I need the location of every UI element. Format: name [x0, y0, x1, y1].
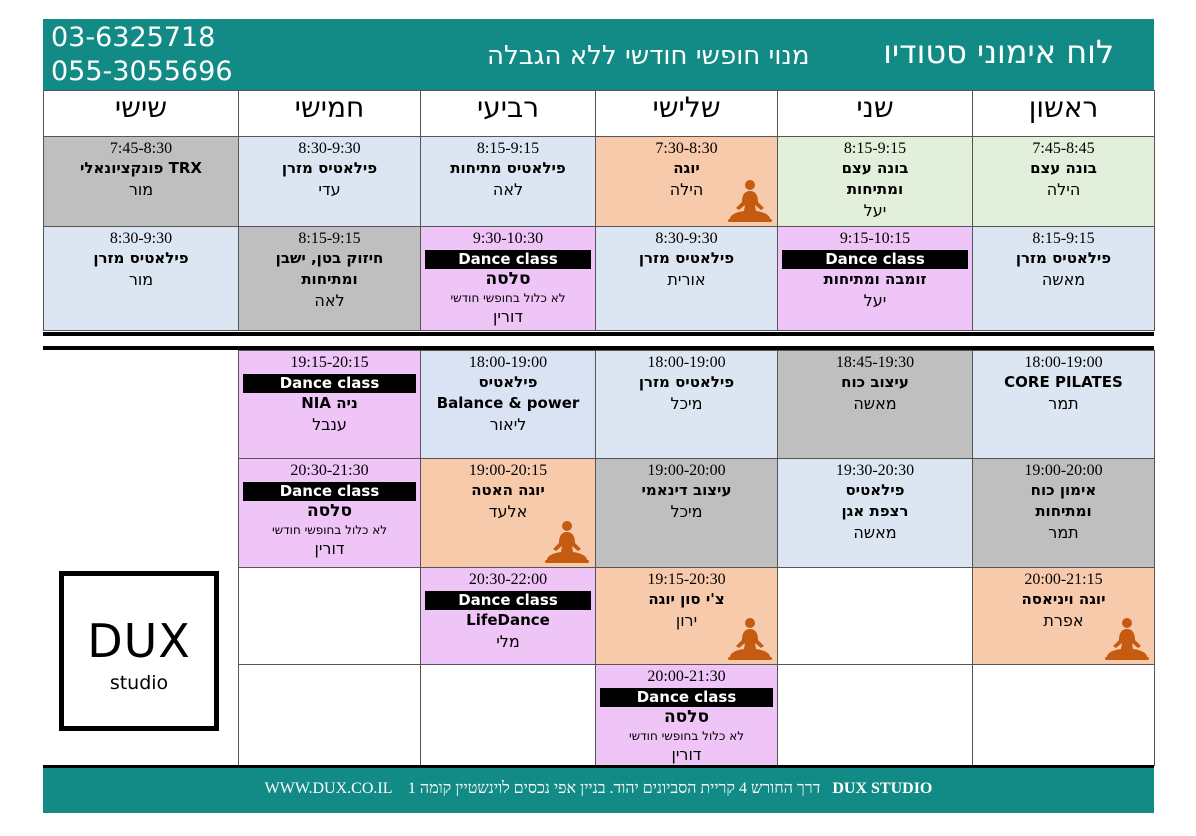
day-sunday: ראשון: [973, 91, 1155, 137]
dux-studio-logo: [59, 571, 219, 731]
class-time: 8:15-9:15: [298, 230, 361, 247]
class-name: סלסה: [663, 707, 710, 727]
class-instructor: תמר: [1048, 394, 1079, 413]
class-cell[interactable]: [778, 459, 973, 568]
dance-class-badge: Dance class: [425, 250, 591, 269]
class-time: 8:30-9:30: [109, 230, 173, 247]
class-name: צ'י סון יוגה: [648, 590, 725, 608]
class-instructor: תמר: [1048, 523, 1079, 542]
schedule-sheet: [43, 19, 1154, 813]
dance-class-badge: Dance class: [600, 688, 773, 707]
class-time: 18:45-19:30: [835, 354, 915, 371]
class-cell[interactable]: [778, 137, 973, 227]
class-instructor: עדי: [318, 180, 341, 199]
class-instructor: דורין: [492, 307, 524, 326]
class-instructor: ירון: [675, 611, 698, 630]
class-time: 19:00-20:15: [468, 462, 548, 479]
evening-row-4: [239, 665, 1155, 766]
dance-class-badge: Dance class: [243, 482, 416, 501]
empty-cell: [239, 568, 421, 665]
class-instructor: מאשה: [1041, 270, 1086, 289]
footer-bar: [43, 765, 1154, 813]
class-time: 19:15-20:15: [290, 354, 369, 371]
class-time: 8:15-9:15: [476, 140, 540, 157]
class-cell[interactable]: [973, 568, 1155, 665]
class-cell[interactable]: [239, 137, 421, 227]
class-subtitle: Balance & power: [436, 394, 580, 412]
class-name: יוגה האטה: [471, 481, 545, 499]
class-time: 7:45-8:45: [1032, 140, 1095, 157]
dance-class-badge: Dance class: [243, 374, 416, 393]
class-instructor: מיכל: [670, 394, 703, 413]
class-cell[interactable]: [421, 137, 596, 227]
class-cell[interactable]: [596, 227, 778, 331]
class-cell[interactable]: [596, 459, 778, 568]
yoga-icon: [726, 616, 774, 662]
class-instructor: לאה: [492, 180, 524, 199]
class-instructor: יעל: [863, 201, 887, 220]
class-time: 7:30-8:30: [655, 140, 718, 157]
class-name: בונה עצם ומתיחות: [841, 159, 909, 198]
phone-numbers: [51, 21, 233, 89]
class-note: לא כלול בחופשי חודשי: [450, 291, 566, 305]
class-note: לא כלול בחופשי חודשי: [271, 523, 388, 537]
class-name: יוגה: [673, 159, 700, 177]
class-cell[interactable]: [239, 459, 421, 568]
footer-brand: DUX STUDIO: [832, 780, 933, 797]
class-cell[interactable]: [239, 227, 421, 331]
footer-text: [43, 780, 1154, 798]
class-instructor: אורית: [667, 270, 706, 289]
class-name: עיצוב כוח: [841, 373, 909, 391]
class-time: 8:15-9:15: [1032, 230, 1095, 247]
class-time: 7:45-8:30: [109, 140, 173, 157]
evening-schedule: [238, 350, 1155, 766]
class-cell[interactable]: [973, 227, 1155, 331]
class-cell[interactable]: [421, 568, 596, 665]
class-time: 20:00-21:30: [647, 668, 726, 685]
footer-address: דרך החורש 4 קריית הסביונים יהוד. בניין אפי נכסים לוינשטיין קומה 1: [407, 780, 821, 797]
empty-cell: [973, 665, 1155, 766]
class-name: TRX פונקציונאלי: [79, 159, 202, 177]
class-time: 20:30-22:00: [468, 571, 548, 588]
phone-1[interactable]: 03-6325718: [51, 22, 216, 53]
evening-row-1: [239, 351, 1155, 459]
class-instructor: הילה: [669, 180, 704, 199]
dance-class-badge: Dance class: [782, 250, 968, 269]
class-cell[interactable]: [596, 351, 778, 459]
class-instructor: מאשה: [853, 523, 897, 542]
class-name: LifeDance: [466, 611, 550, 629]
empty-cell: [778, 568, 973, 665]
class-name: פילאטיס מזרן: [638, 373, 735, 391]
morning-row-1: [44, 137, 1155, 227]
class-cell[interactable]: [973, 351, 1155, 459]
class-time: 18:00-19:00: [647, 354, 726, 371]
class-instructor: מלי: [496, 632, 520, 651]
class-name: פילאטיס מזרן: [281, 159, 378, 177]
class-instructor: לאה: [314, 291, 345, 310]
day-tuesday: שלישי: [596, 91, 778, 137]
class-name: עיצוב דינאמי: [641, 481, 732, 499]
phone-2[interactable]: 055-3055696: [51, 56, 233, 87]
page-subtitle: מנוי חופשי חודשי ללא הגבלה: [487, 41, 810, 71]
class-time: 19:00-20:00: [1024, 462, 1103, 479]
class-name: זומבה ומתיחות: [823, 270, 927, 288]
dance-class-badge: Dance class: [425, 591, 591, 610]
class-time: 18:00-19:00: [468, 354, 548, 371]
class-name: יוגה ויניאסה: [1021, 590, 1106, 608]
class-name: פילאטיס: [478, 373, 538, 391]
class-time: 19:30-20:30: [835, 462, 915, 479]
class-cell[interactable]: [421, 351, 596, 459]
class-cell[interactable]: [596, 137, 778, 227]
logo-name: DUX: [87, 614, 191, 668]
class-instructor: דורין: [671, 745, 702, 764]
class-name: פילאטיס מזרן: [93, 249, 189, 267]
footer-url[interactable]: WWW.DUX.CO.IL: [264, 780, 392, 797]
class-name: חיזוק בטן, ישבן ומתיחות: [275, 249, 384, 288]
class-cell[interactable]: [421, 459, 596, 568]
class-name: ניה NIA: [301, 394, 358, 412]
class-time: 9:30-10:30: [472, 230, 544, 247]
class-name: אימון כוח ומתיחות: [1030, 481, 1097, 520]
class-cell[interactable]: [596, 665, 778, 766]
class-instructor: אלעד: [488, 502, 528, 521]
days-header-row: [44, 91, 1155, 137]
class-time: 9:15-10:15: [839, 230, 911, 247]
class-note: לא כלול בחופשי חודשי: [628, 729, 745, 743]
class-name: בונה עצם: [1030, 159, 1097, 177]
evening-row-3: [239, 568, 1155, 665]
class-time: 8:30-9:30: [655, 230, 718, 247]
empty-cell: [239, 665, 421, 766]
morning-schedule: [43, 90, 1155, 331]
class-cell[interactable]: [973, 459, 1155, 568]
class-cell[interactable]: [421, 227, 596, 331]
yoga-icon: [1103, 616, 1151, 662]
page-title: לוח אימוני סטודיו: [883, 33, 1114, 71]
class-time: 18:00-19:00: [1024, 354, 1103, 371]
class-instructor: מיכל: [670, 502, 703, 521]
day-thursday: חמישי: [239, 91, 421, 137]
header-bar: [43, 19, 1154, 90]
class-cell[interactable]: [973, 137, 1155, 227]
class-name: סלסה: [306, 501, 353, 521]
class-cell[interactable]: [239, 351, 421, 459]
class-instructor: ליאור: [489, 415, 527, 434]
empty-cell: [421, 665, 596, 766]
day-monday: שני: [778, 91, 973, 137]
class-name: פילאטיס רצפת אגן: [841, 481, 909, 520]
class-name: CORE PILATES: [1004, 373, 1123, 391]
yoga-icon: [543, 519, 591, 565]
class-cell[interactable]: [596, 568, 778, 665]
class-time: 19:15-20:30: [647, 571, 726, 588]
logo-subtitle: studio: [109, 672, 169, 694]
class-instructor: מור: [128, 180, 154, 199]
class-instructor: מאשה: [853, 394, 897, 413]
class-cell[interactable]: [778, 227, 973, 331]
class-cell[interactable]: [778, 351, 973, 459]
empty-cell: [778, 665, 973, 766]
morning-row-2: [44, 227, 1155, 331]
class-instructor: יעל: [863, 291, 887, 310]
yoga-icon: [726, 178, 774, 224]
class-name: פילאטיס מזרן: [1015, 249, 1112, 267]
evening-row-2: [239, 459, 1155, 568]
class-instructor: אפרת: [1043, 611, 1084, 630]
class-time: 8:15-9:15: [843, 140, 907, 157]
class-time: 20:00-21:15: [1024, 571, 1103, 588]
class-time: 19:00-20:00: [647, 462, 726, 479]
day-friday: שישי: [44, 91, 239, 137]
class-instructor: דורין: [314, 539, 345, 558]
class-instructor: מור: [128, 270, 154, 289]
class-instructor: ענבל: [312, 415, 347, 434]
class-name: פילאטיס מזרן: [638, 249, 735, 267]
class-time: 20:30-21:30: [290, 462, 369, 479]
day-wednesday: רביעי: [421, 91, 596, 137]
class-cell[interactable]: [44, 227, 239, 331]
class-name: סלסה: [485, 269, 531, 289]
class-name: פילאטיס מתיחות: [450, 159, 566, 177]
divider: [43, 332, 1154, 336]
class-time: 8:30-9:30: [298, 140, 361, 157]
class-cell[interactable]: [44, 137, 239, 227]
class-instructor: הילה: [1046, 180, 1081, 199]
